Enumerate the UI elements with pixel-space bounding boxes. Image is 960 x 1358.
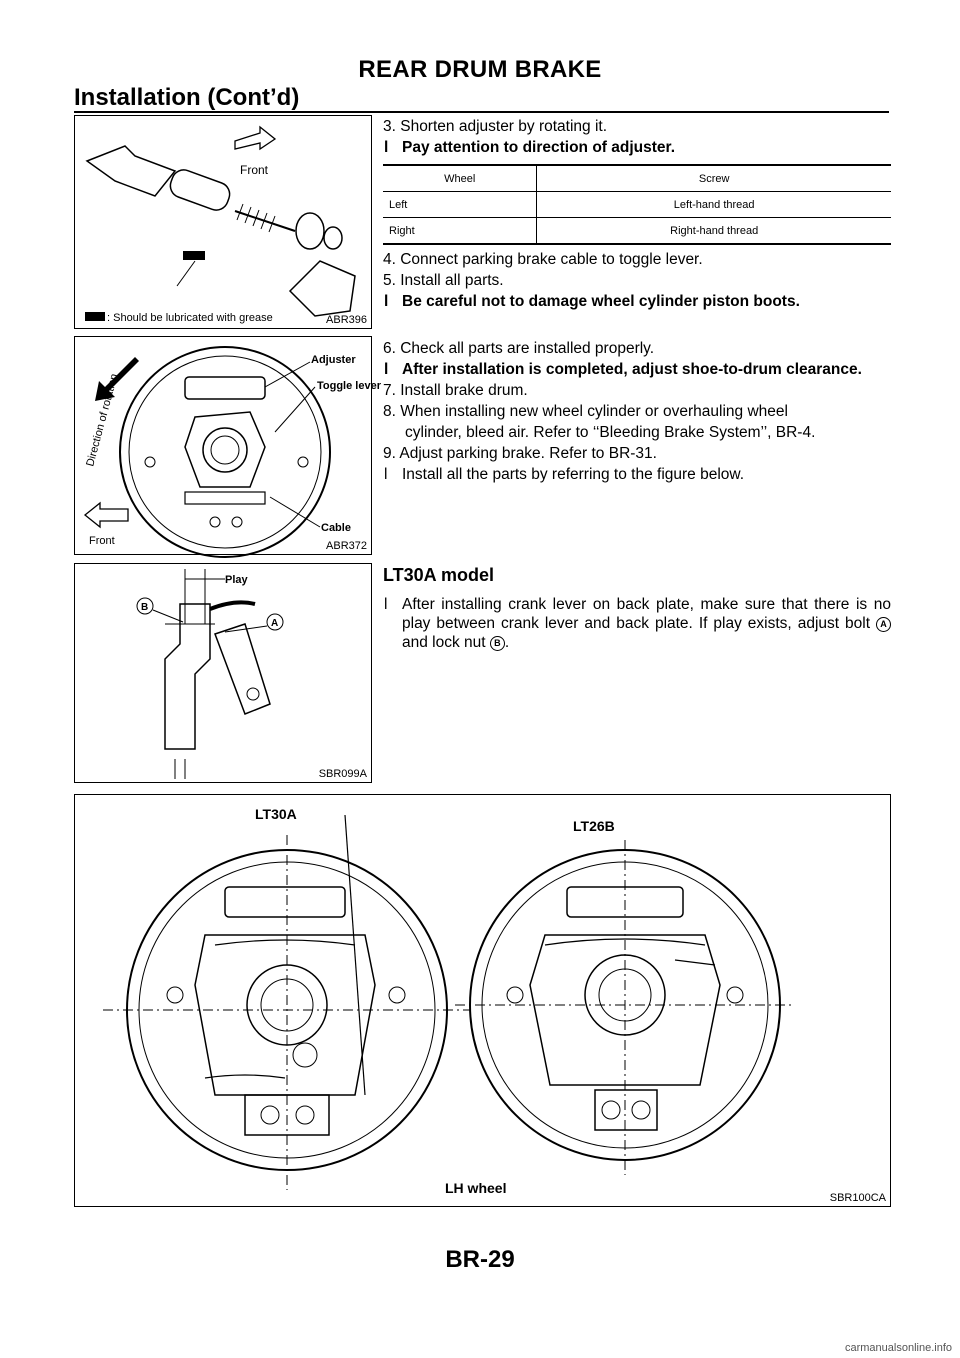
step-5: 5. Install all parts. xyxy=(383,272,504,289)
brake-comparison-illustration xyxy=(75,795,890,1206)
page-number: BR-29 xyxy=(445,1246,515,1273)
section-title: REAR DRUM BRAKE xyxy=(358,56,602,83)
brake-assembly-illustration xyxy=(75,337,381,554)
lh-wheel-label: LH wheel xyxy=(445,1180,507,1196)
step-3: 3. Shorten adjuster by rotating it. xyxy=(383,118,608,135)
lt26b-drawing xyxy=(455,840,795,1175)
bullet-glyph: l xyxy=(384,293,389,310)
adjuster-illustration xyxy=(75,116,371,328)
table-header-wheel: Wheel xyxy=(383,165,537,192)
lt30a-drawing xyxy=(103,815,470,1190)
screw-direction-table xyxy=(383,164,891,245)
figure-id: SBR100CA xyxy=(829,1192,886,1204)
step-3-note xyxy=(383,138,891,157)
step-6-note xyxy=(383,360,891,379)
bullet-glyph: l xyxy=(384,466,388,483)
step-3-note-text: Pay attention to direction of adjuster. xyxy=(402,139,676,156)
step-4: 4. Connect parking brake cable to toggle lever. xyxy=(383,251,703,268)
step-5-note xyxy=(383,292,891,311)
cable-label: Cable xyxy=(321,522,351,534)
front-label: Front xyxy=(89,535,115,547)
figure-id: SBR099A xyxy=(318,768,367,780)
step-9: 9. Adjust parking brake. Refer to BR-31. xyxy=(383,445,657,462)
figure-adjuster xyxy=(74,115,372,329)
step-6: 6. Check all parts are installed properly. xyxy=(383,340,655,357)
lt30a-note-end: . xyxy=(504,634,510,651)
table-cell: Left xyxy=(383,192,537,218)
step-9-note-text: Install all the parts by referring to the figure below. xyxy=(402,466,745,483)
table-cell: Right xyxy=(383,218,537,245)
play-label: Play xyxy=(225,574,248,586)
direction-label: Direction of rotation xyxy=(84,372,121,468)
footer-watermark: carmanualsonline.info xyxy=(844,1342,952,1354)
table-row xyxy=(383,218,891,245)
lt30a-note xyxy=(383,595,891,652)
table-cell: Left-hand thread xyxy=(537,192,891,218)
crank-lever-illustration xyxy=(75,564,371,782)
callout-a: A xyxy=(271,618,279,629)
table-header-row xyxy=(383,165,891,192)
table-row xyxy=(383,192,891,218)
bullet-glyph: l xyxy=(384,361,389,378)
lt30a-note-lead: After installing crank lever on back plate, make sure that there is no play between crank lever and back plate. If play exists, adjust bolt xyxy=(402,596,891,632)
lt26b-label: LT26B xyxy=(573,818,615,834)
lt30a-block xyxy=(383,595,891,654)
step-8-line-2: cylinder, bleed air. Refer to ‘‘Bleeding Brake System’’, BR-4. xyxy=(405,424,816,441)
adjuster-label: Adjuster xyxy=(311,354,356,366)
figure-crank-lever xyxy=(74,563,372,783)
step-8-line-1: 8. When installing new wheel cylinder or overhauling wheel xyxy=(383,403,788,420)
figure-brake-assembly xyxy=(74,336,381,555)
callout-b: B xyxy=(141,602,149,613)
step-7: 7. Install brake drum. xyxy=(383,382,528,399)
toggle-lever-label: Toggle lever xyxy=(317,380,381,392)
bullet-glyph: l xyxy=(384,139,389,156)
lt30a-heading: LT30A model xyxy=(383,565,495,585)
step-5-note-text: Be careful not to damage wheel cylinder piston boots. xyxy=(402,293,800,310)
step-9-note xyxy=(383,465,891,484)
lt30a-note-mid: and lock nut xyxy=(402,634,486,651)
table-cell: Right-hand thread xyxy=(537,218,891,245)
front-label: Front xyxy=(240,163,269,177)
lt30a-label: LT30A xyxy=(255,806,297,822)
figure-id: ABR372 xyxy=(326,540,367,552)
step-6-note-text: After installation is completed, adjust shoe-to-drum clearance. xyxy=(402,361,862,378)
callout-b-icon: B xyxy=(490,636,505,651)
figure-lt30a-lt26b xyxy=(74,794,891,1207)
callout-a-icon: A xyxy=(876,617,891,632)
bullet-glyph: l xyxy=(384,596,388,613)
figure-id: ABR396 xyxy=(326,314,367,326)
section-subtitle: Installation (Cont’d) xyxy=(74,84,300,111)
table-header-screw: Screw xyxy=(537,165,891,192)
header-rule xyxy=(74,111,889,113)
steps-block-mid xyxy=(383,250,891,313)
steps-block-top xyxy=(383,117,891,159)
grease-note: : Should be lubricated with grease xyxy=(107,312,273,324)
steps-block-lower xyxy=(383,339,891,486)
